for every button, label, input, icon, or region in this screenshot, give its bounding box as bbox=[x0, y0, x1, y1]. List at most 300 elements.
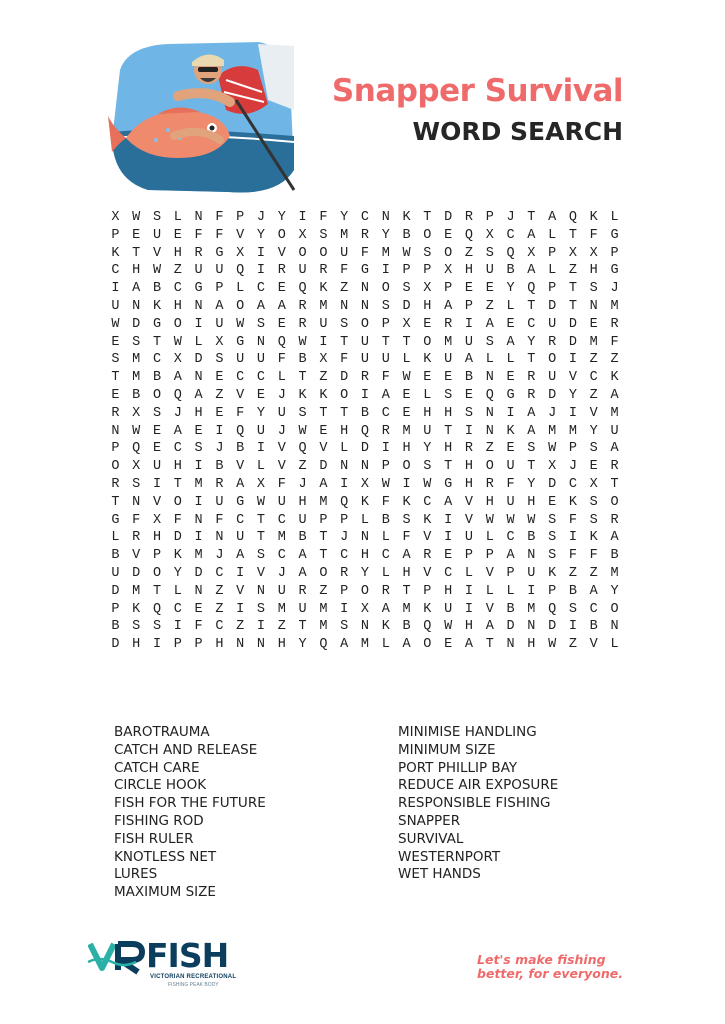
grid-letter: R bbox=[464, 441, 473, 457]
word-list-item: CATCH AND RELEASE bbox=[114, 741, 258, 758]
grid-letter: K bbox=[319, 387, 328, 403]
grid-letter: S bbox=[402, 281, 411, 297]
grid-letter: Z bbox=[464, 245, 473, 261]
grid-letter: S bbox=[485, 245, 494, 261]
grid-letter: S bbox=[444, 387, 453, 403]
grid-row bbox=[105, 209, 625, 227]
grid-row bbox=[105, 280, 625, 298]
grid-letter: O bbox=[152, 565, 162, 581]
grid-letter: S bbox=[256, 601, 266, 617]
grid-letter: D bbox=[506, 619, 515, 635]
grid-letter: F bbox=[402, 530, 411, 546]
grid-letter: P bbox=[215, 281, 224, 297]
grid-letter: X bbox=[568, 245, 577, 261]
grid-letter: Q bbox=[548, 601, 557, 617]
grid-letter: R bbox=[298, 316, 307, 332]
grid-letter: M bbox=[360, 637, 370, 653]
grid-letter: Q bbox=[340, 494, 349, 510]
grid-letter: D bbox=[360, 441, 370, 457]
grid-letter: N bbox=[360, 459, 370, 475]
grid-letter: U bbox=[215, 263, 224, 279]
grid-letter: U bbox=[527, 565, 536, 581]
grid-letter: M bbox=[610, 405, 619, 421]
grid-letter: R bbox=[485, 476, 494, 492]
grid-letter: D bbox=[444, 210, 453, 225]
grid-row bbox=[105, 440, 625, 458]
grid-letter: E bbox=[111, 334, 120, 350]
grid-letter: V bbox=[236, 459, 245, 475]
grid-letter: T bbox=[423, 210, 432, 225]
grid-letter: N bbox=[194, 210, 203, 225]
grid-letter: M bbox=[402, 601, 411, 617]
grid-letter: K bbox=[423, 352, 432, 368]
grid-letter: K bbox=[298, 387, 307, 403]
grid-letter: W bbox=[381, 476, 390, 492]
grid-letter: L bbox=[340, 441, 349, 457]
grid-letter: U bbox=[194, 263, 203, 279]
grid-letter: U bbox=[215, 316, 224, 332]
grid-letter: P bbox=[548, 281, 557, 297]
grid-letter: U bbox=[506, 459, 515, 475]
grid-letter: V bbox=[319, 441, 328, 457]
grid-letter: E bbox=[423, 316, 432, 332]
grid-letter: A bbox=[340, 637, 349, 653]
grid-letter: R bbox=[111, 476, 120, 492]
grid-letter: C bbox=[277, 548, 286, 564]
grid-letter: T bbox=[527, 298, 536, 314]
grid-letter: I bbox=[464, 583, 473, 599]
grid-letter: N bbox=[132, 494, 141, 510]
grid-letter: O bbox=[111, 459, 120, 475]
grid-letter: H bbox=[215, 637, 224, 653]
grid-letter: H bbox=[464, 263, 473, 279]
grid-letter: A bbox=[256, 298, 266, 314]
grid-row bbox=[105, 369, 625, 387]
grid-letter: K bbox=[132, 601, 141, 617]
grid-letter: Z bbox=[215, 583, 224, 599]
grid-letter: Z bbox=[589, 352, 598, 368]
grid-letter: A bbox=[444, 494, 453, 510]
grid-letter: X bbox=[132, 405, 141, 421]
grid-letter: V bbox=[277, 459, 286, 475]
grid-letter: U bbox=[444, 352, 453, 368]
grid-letter: B bbox=[527, 530, 536, 546]
grid-letter: U bbox=[464, 334, 473, 350]
grid-letter: H bbox=[194, 405, 203, 421]
grid-letter: U bbox=[277, 583, 286, 599]
grid-letter: W bbox=[173, 334, 182, 350]
grid-letter: I bbox=[236, 601, 245, 617]
angler-releasing-snapper-illustration bbox=[108, 40, 298, 198]
grid-letter: C bbox=[527, 316, 536, 332]
grid-letter: A bbox=[527, 405, 536, 421]
grid-letter: P bbox=[423, 263, 432, 279]
grid-letter: C bbox=[277, 512, 286, 528]
grid-letter: L bbox=[381, 637, 390, 653]
grid-letter: H bbox=[444, 405, 453, 421]
grid-letter: H bbox=[423, 405, 432, 421]
grid-letter: V bbox=[277, 245, 286, 261]
grid-letter: E bbox=[444, 370, 453, 386]
grid-letter: S bbox=[319, 227, 328, 243]
tagline-line-2: better, for everyone. bbox=[477, 966, 623, 981]
grid-letter: I bbox=[568, 405, 577, 421]
grid-letter: B bbox=[298, 530, 307, 546]
grid-letter: I bbox=[568, 619, 577, 635]
grid-letter: J bbox=[340, 530, 349, 546]
grid-letter: S bbox=[152, 405, 162, 421]
grid-letter: R bbox=[381, 423, 390, 439]
grid-letter: K bbox=[548, 565, 557, 581]
grid-letter: N bbox=[111, 423, 120, 439]
grid-letter: A bbox=[527, 227, 536, 243]
grid-letter: Y bbox=[256, 405, 266, 421]
grid-letter: M bbox=[194, 548, 203, 564]
grid-row bbox=[105, 387, 625, 405]
grid-letter: Y bbox=[568, 387, 577, 403]
grid-letter: A bbox=[610, 530, 619, 546]
grid-letter: A bbox=[215, 298, 224, 314]
grid-letter: U bbox=[548, 370, 557, 386]
grid-letter: V bbox=[236, 583, 245, 599]
grid-row bbox=[105, 547, 625, 565]
grid-letter: T bbox=[111, 494, 120, 510]
grid-letter: Y bbox=[173, 565, 182, 581]
grid-letter: P bbox=[485, 548, 494, 564]
grid-letter: U bbox=[215, 494, 224, 510]
logo-fish-text: FISH bbox=[146, 936, 229, 975]
grid-letter: Z bbox=[277, 619, 286, 635]
grid-letter: B bbox=[402, 227, 411, 243]
grid-letter: P bbox=[548, 583, 557, 599]
word-list-item: WET HANDS bbox=[398, 866, 481, 883]
grid-letter: E bbox=[194, 423, 203, 439]
grid-letter: L bbox=[548, 227, 557, 243]
grid-letter: M bbox=[381, 245, 390, 261]
grid-letter: M bbox=[610, 298, 619, 314]
grid-letter: P bbox=[506, 565, 515, 581]
grid-letter: D bbox=[568, 334, 577, 350]
grid-letter: O bbox=[152, 387, 162, 403]
grid-letter: P bbox=[464, 298, 473, 314]
grid-letter: L bbox=[360, 512, 370, 528]
grid-row bbox=[105, 262, 625, 280]
grid-letter: C bbox=[173, 281, 182, 297]
grid-letter: N bbox=[381, 210, 390, 225]
grid-letter: A bbox=[381, 601, 390, 617]
grid-letter: H bbox=[402, 565, 411, 581]
grid-letter: H bbox=[298, 494, 307, 510]
grid-letter: P bbox=[194, 637, 203, 653]
grid-letter: O bbox=[319, 565, 328, 581]
grid-letter: E bbox=[277, 316, 286, 332]
grid-letter: I bbox=[381, 441, 390, 457]
grid-letter: X bbox=[402, 316, 411, 332]
grid-letter: E bbox=[423, 370, 432, 386]
grid-letter: C bbox=[111, 263, 120, 279]
grid-letter: L bbox=[402, 352, 411, 368]
grid-letter: K bbox=[568, 494, 577, 510]
grid-letter: Z bbox=[610, 352, 619, 368]
grid-letter: T bbox=[152, 334, 162, 350]
grid-letter: X bbox=[236, 245, 245, 261]
grid-letter: I bbox=[194, 316, 203, 332]
grid-letter: N bbox=[360, 298, 370, 314]
grid-letter: X bbox=[527, 245, 536, 261]
grid-letter: C bbox=[340, 548, 349, 564]
grid-letter: Z bbox=[319, 583, 328, 599]
grid-letter: Z bbox=[319, 370, 328, 386]
grid-letter: L bbox=[464, 565, 473, 581]
grid-letter: S bbox=[132, 619, 141, 635]
grid-letter: T bbox=[527, 210, 536, 225]
grid-letter: M bbox=[319, 619, 328, 635]
grid-letter: D bbox=[340, 370, 349, 386]
grid-letter: V bbox=[423, 530, 432, 546]
grid-letter: T bbox=[319, 530, 328, 546]
grid-letter: E bbox=[485, 281, 494, 297]
grid-letter: N bbox=[132, 298, 141, 314]
grid-letter: W bbox=[402, 245, 411, 261]
grid-letter: D bbox=[132, 565, 141, 581]
tagline bbox=[477, 953, 623, 981]
grid-letter: F bbox=[194, 619, 203, 635]
grid-letter: L bbox=[173, 210, 182, 225]
grid-letter: B bbox=[132, 387, 141, 403]
grid-row bbox=[105, 494, 625, 512]
grid-letter: Y bbox=[298, 637, 307, 653]
grid-letter: K bbox=[111, 245, 120, 261]
grid-letter: G bbox=[506, 387, 515, 403]
grid-letter: F bbox=[381, 494, 390, 510]
grid-letter: T bbox=[444, 423, 453, 439]
grid-letter: V bbox=[256, 565, 266, 581]
grid-letter: K bbox=[506, 423, 515, 439]
grid-letter: U bbox=[340, 245, 349, 261]
grid-letter: D bbox=[548, 298, 557, 314]
grid-letter: P bbox=[340, 512, 349, 528]
grid-letter: G bbox=[152, 316, 162, 332]
grid-letter: B bbox=[402, 619, 411, 635]
grid-letter: Q bbox=[506, 245, 515, 261]
grid-letter: Z bbox=[485, 441, 494, 457]
grid-letter: L bbox=[506, 352, 515, 368]
grid-letter: L bbox=[173, 583, 182, 599]
grid-letter: S bbox=[423, 245, 432, 261]
grid-letter: F bbox=[340, 352, 349, 368]
grid-letter: T bbox=[527, 459, 536, 475]
word-list-item: MINIMUM SIZE bbox=[398, 741, 496, 758]
grid-letter: A bbox=[319, 476, 328, 492]
grid-letter: N bbox=[610, 619, 619, 635]
grid-letter: W bbox=[527, 512, 536, 528]
grid-letter: W bbox=[423, 476, 432, 492]
grid-letter: U bbox=[548, 316, 557, 332]
grid-letter: E bbox=[506, 316, 515, 332]
grid-letter: X bbox=[360, 476, 370, 492]
grid-letter: Q bbox=[236, 263, 245, 279]
grid-letter: N bbox=[340, 298, 349, 314]
grid-letter: U bbox=[444, 601, 453, 617]
grid-letter: I bbox=[360, 387, 370, 403]
grid-letter: O bbox=[173, 316, 182, 332]
grid-letter: W bbox=[256, 494, 266, 510]
grid-letter: L bbox=[423, 387, 432, 403]
grid-letter: U bbox=[423, 423, 432, 439]
grid-letter: X bbox=[256, 476, 266, 492]
grid-letter: X bbox=[485, 227, 494, 243]
grid-letter: R bbox=[610, 316, 619, 332]
grid-row bbox=[105, 227, 625, 245]
grid-letter: C bbox=[256, 281, 266, 297]
grid-letter: I bbox=[215, 423, 224, 439]
grid-letter: Y bbox=[381, 227, 390, 243]
grid-letter: C bbox=[173, 441, 182, 457]
grid-letter: P bbox=[111, 227, 120, 243]
grid-letter: V bbox=[236, 227, 245, 243]
grid-letter: Z bbox=[589, 565, 598, 581]
grid-letter: V bbox=[464, 512, 473, 528]
grid-letter: K bbox=[423, 512, 432, 528]
grid-letter: Q bbox=[298, 441, 307, 457]
grid-letter: U bbox=[298, 512, 307, 528]
grid-letter: I bbox=[568, 530, 577, 546]
grid-letter: X bbox=[298, 227, 307, 243]
grid-letter: W bbox=[132, 210, 141, 225]
grid-letter: K bbox=[423, 601, 432, 617]
grid-letter: L bbox=[506, 583, 515, 599]
grid-letter: X bbox=[360, 601, 370, 617]
grid-letter: V bbox=[464, 494, 473, 510]
grid-letter: F bbox=[215, 227, 224, 243]
grid-letter: H bbox=[444, 583, 453, 599]
grid-letter: R bbox=[360, 227, 370, 243]
grid-letter: M bbox=[277, 601, 286, 617]
grid-letter: T bbox=[527, 352, 536, 368]
grid-letter: I bbox=[340, 601, 349, 617]
grid-letter: T bbox=[568, 227, 577, 243]
grid-letter: H bbox=[464, 476, 473, 492]
grid-letter: A bbox=[464, 637, 473, 653]
grid-letter: A bbox=[464, 352, 473, 368]
grid-letter: Y bbox=[340, 210, 349, 225]
grid-letter: H bbox=[173, 298, 182, 314]
grid-letter: S bbox=[381, 298, 390, 314]
grid-letter: L bbox=[381, 530, 390, 546]
grid-letter: C bbox=[360, 210, 370, 225]
grid-letter: A bbox=[194, 387, 203, 403]
grid-letter: U bbox=[610, 423, 619, 439]
grid-letter: A bbox=[236, 476, 245, 492]
grid-letter: N bbox=[256, 583, 266, 599]
grid-letter: M bbox=[444, 334, 453, 350]
grid-letter: T bbox=[610, 476, 619, 492]
grid-letter: J bbox=[256, 210, 266, 225]
grid-letter: J bbox=[173, 405, 182, 421]
grid-letter: M bbox=[132, 583, 141, 599]
grid-letter: Q bbox=[236, 423, 245, 439]
grid-letter: H bbox=[402, 441, 411, 457]
grid-letter: H bbox=[527, 637, 536, 653]
grid-letter: G bbox=[236, 494, 245, 510]
grid-letter: S bbox=[589, 494, 598, 510]
grid-letter: M bbox=[610, 565, 619, 581]
grid-letter: Y bbox=[589, 423, 598, 439]
grid-letter: S bbox=[256, 316, 266, 332]
grid-letter: U bbox=[277, 405, 286, 421]
grid-letter: O bbox=[319, 245, 328, 261]
grid-letter: B bbox=[589, 619, 598, 635]
grid-letter: U bbox=[256, 423, 266, 439]
grid-letter: S bbox=[568, 601, 577, 617]
grid-letter: E bbox=[152, 441, 162, 457]
grid-letter: C bbox=[236, 512, 245, 528]
grid-letter: L bbox=[610, 637, 619, 653]
grid-letter: U bbox=[485, 263, 494, 279]
grid-row bbox=[105, 423, 625, 441]
word-list-item: REDUCE AIR EXPOSURE bbox=[398, 777, 559, 794]
grid-letter: Z bbox=[485, 298, 494, 314]
grid-letter: Y bbox=[256, 227, 266, 243]
grid-letter: Q bbox=[319, 637, 328, 653]
grid-letter: E bbox=[194, 601, 203, 617]
grid-letter: W bbox=[548, 441, 557, 457]
grid-letter: T bbox=[152, 583, 162, 599]
grid-row bbox=[105, 458, 625, 476]
grid-letter: N bbox=[194, 370, 203, 386]
grid-letter: B bbox=[298, 352, 307, 368]
grid-letter: T bbox=[402, 583, 411, 599]
grid-letter: E bbox=[444, 548, 453, 564]
grid-letter: M bbox=[319, 494, 328, 510]
grid-letter: L bbox=[194, 334, 203, 350]
grid-letter: F bbox=[589, 227, 598, 243]
grid-letter: B bbox=[236, 441, 245, 457]
word-list-item: SURVIVAL bbox=[398, 830, 464, 847]
grid-letter: T bbox=[568, 281, 577, 297]
grid-letter: I bbox=[381, 263, 390, 279]
grid-letter: E bbox=[506, 370, 515, 386]
grid-letter: A bbox=[485, 316, 494, 332]
grid-letter: E bbox=[132, 227, 141, 243]
grid-letter: C bbox=[381, 548, 390, 564]
grid-letter: M bbox=[277, 530, 286, 546]
grid-letter: T bbox=[256, 530, 266, 546]
grid-letter: P bbox=[485, 210, 494, 225]
grid-letter: O bbox=[548, 352, 557, 368]
grid-letter: U bbox=[298, 601, 307, 617]
grid-letter: J bbox=[568, 459, 577, 475]
grid-letter: O bbox=[173, 494, 182, 510]
grid-letter: R bbox=[215, 476, 224, 492]
grid-letter: O bbox=[277, 227, 286, 243]
grid-letter: L bbox=[485, 352, 494, 368]
grid-letter: I bbox=[444, 512, 453, 528]
grid-letter: E bbox=[444, 227, 453, 243]
grid-letter: J bbox=[548, 405, 557, 421]
grid-letter: B bbox=[111, 548, 120, 564]
grid-letter: D bbox=[111, 637, 120, 653]
grid-letter: V bbox=[485, 565, 494, 581]
grid-letter: D bbox=[548, 619, 557, 635]
grid-letter: V bbox=[236, 387, 245, 403]
grid-letter: D bbox=[568, 316, 577, 332]
title-block bbox=[332, 72, 623, 149]
word-list-item: MAXIMUM SIZE bbox=[114, 884, 216, 901]
grid-letter: E bbox=[506, 441, 515, 457]
grid-letter: I bbox=[256, 619, 266, 635]
grid-letter: I bbox=[173, 619, 182, 635]
